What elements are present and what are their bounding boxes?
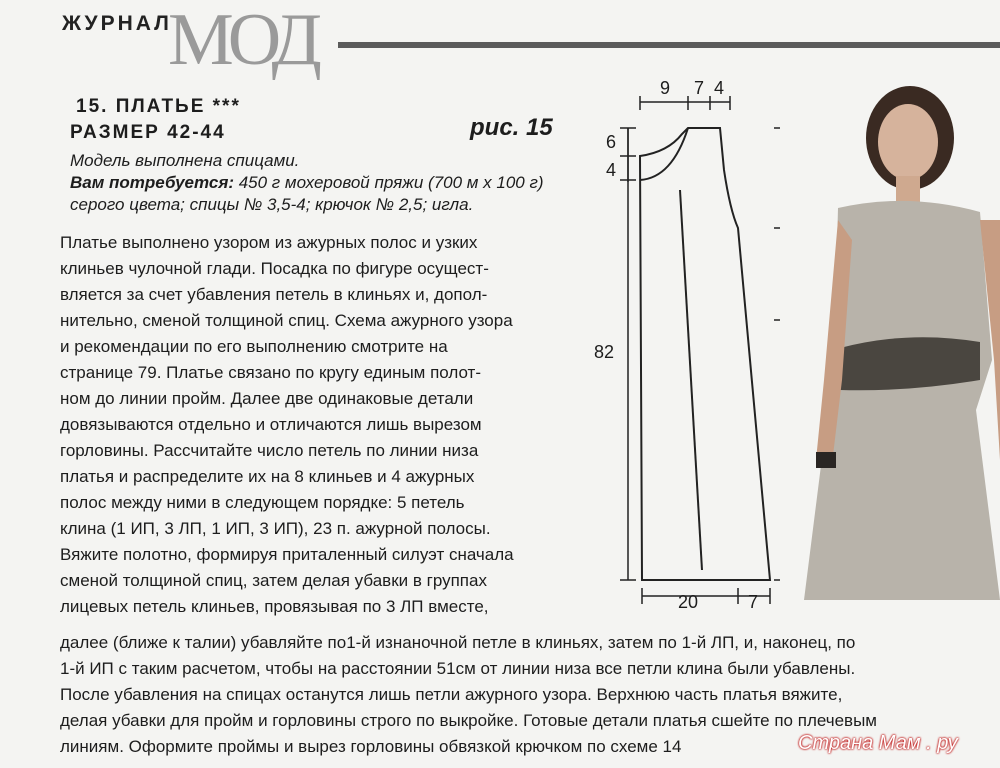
body-line: платья и распределите их на 8 клиньев и 4 ажурных [60,467,475,486]
dim-bottom-2: 7 [748,592,759,612]
body-line: довязываются отдельно и отличаются лишь вырезом [60,415,482,434]
dim-bottom-1: 20 [678,592,699,612]
body-line: полос между ними в следующем порядке: 5 петель [60,493,465,512]
magazine-word: ЖУРНАЛ [62,12,172,35]
body-line: вляется за счет убавления петель в клиньях и, допол- [60,285,488,304]
body-line: далее (ближе к талии) убавляйте по1-й изнаночной петле в клиньях, затем по 1-й ЛП, и, наконец, по [60,633,856,652]
body-line: сменой толщиной спиц, затем делая убавки в группах [60,571,487,590]
header-rule [338,42,1000,48]
body-line: и рекомендации по его выполнению смотрите на [60,337,448,356]
magazine-logo: МОД [168,0,317,81]
body-line: Вяжите полотно, формируя приталенный силуэт сначала [60,545,514,564]
body-line: ном до линии пройм. Далее две одинаковые детали [60,389,474,408]
dim-top-2: 7 [694,80,705,98]
dim-total-height: 82 [594,342,615,362]
dim-top-1: 9 [660,80,671,98]
body-line: делая убавки для пройм и горловины строго по выкройке. Готовые детали платья сшейте по плечевым [60,711,877,730]
dim-left-2: 4 [606,160,617,180]
dress-outline [640,128,770,580]
pattern-title: 15. ПЛАТЬЕ *** [76,96,241,117]
dim-top-3: 4 [714,80,725,98]
materials-label: Вам потребуется: [70,173,234,192]
model-line: Модель выполнена спицами. [70,151,300,170]
dart-line [680,190,702,570]
body-line: 1-й ИП с таким расчетом, чтобы на расстоянии 51см от линии низа все петли клина были убавлены. [60,659,856,678]
materials-line [70,172,580,216]
intro-block [70,150,580,216]
body-line: клина (1 ИП, 3 ЛП, 1 ИП, 3 ИП), 23 п. ажурной полосы. [60,519,491,538]
body-line: нительно, сменой толщиной спиц. Схема ажурного узора [60,311,513,330]
dim-left-1: 6 [606,132,617,152]
figure-label: рис. 15 [470,114,553,141]
pattern-size: РАЗМЕР 42-44 [70,122,226,143]
body-line: странице 79. Платье связано по кругу единым полот- [60,363,482,382]
body-line: линиям. Оформите проймы и вырез горловины обвязкой крючком по схеме 14 [60,737,682,756]
body-line: Платье выполнено узором из ажурных полос и узких [60,233,478,252]
body-line: После убавления на спицах останутся лишь петли ажурного узора. Верхнюю часть платья вяжите, [60,685,843,704]
materials-text: 450 г мохеровой пряжи (700 м х 100 г) серого цвета; спицы № 3,5-4; крючок № 2,5; игла. [70,173,544,214]
body-line: горловины. Рассчитайте число петель по линии низа [60,441,479,460]
watermark: Страна Мам . ру [798,732,958,754]
body-line: лицевых петель клиньев, провязывая по 3 ЛП вместе, [60,597,489,616]
model-photo [780,80,1000,600]
body-line: клиньев чулочной глади. Посадка по фигуре осущест- [60,259,489,278]
